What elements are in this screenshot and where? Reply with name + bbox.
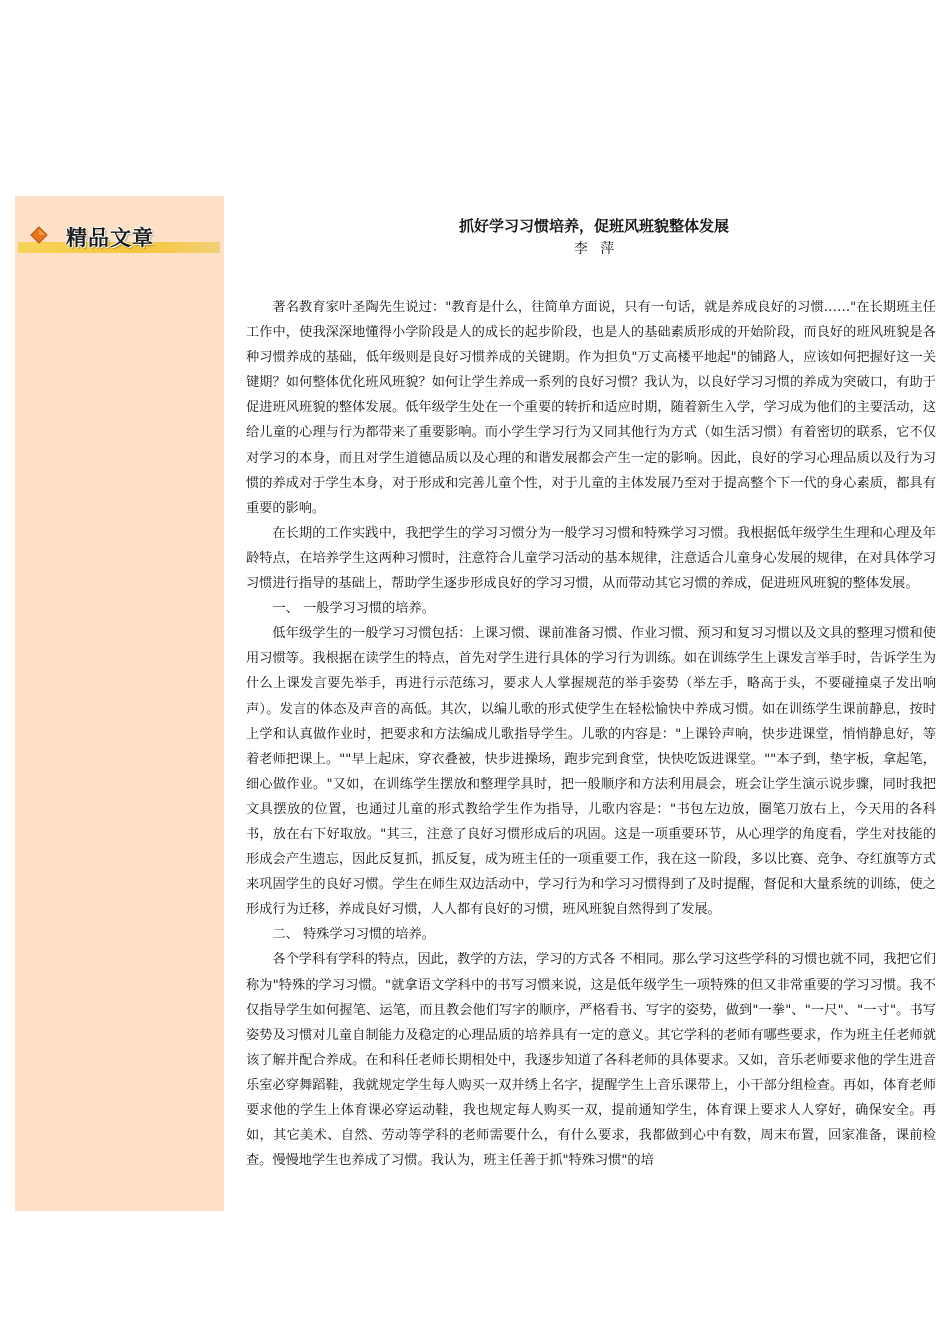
article-paragraph-2: 在长期的工作实践中，我把学生的学习习惯分为一般学习习惯和特殊学习习惯。我根据低年级学生生理和心理及年龄特点，在培养学生这两种习惯时，注意符合儿童学习活动的基本规律，注意适合儿童身心发展的规律，在对具体学习习惯进行指导的基础上，帮助学生逐步形成良好的学习习惯，从而带动其它习惯的养成，促进班风班貌的整体发展。 (246, 525, 936, 592)
article-paragraph-3: 低年级学生的一般学习习惯包括：上课习惯、课前准备习惯、作业习惯、预习和复习习惯以及文具的整理习惯和使用习惯等。我根据在读学生的特点，首先对学生进行具体的学习行为训练。如在训练学生上课发言举手时，告诉学生为什么上课发言要先举手，再进行示范练习，要求人人掌握规范的举手姿势（举左手，略高于头，不要碰撞桌子发出响声）。发言的体态及声音的高低。其次，以编儿歌的形式使学生在轻松愉快中养成习惯。如在训练学生课前静息，按时上学和认真做作业时，把要求和方法编成儿歌指导学生。儿歌的内容是："上课铃声响，快步进课堂，悄悄静息好，等着老师把课上。""早上起床，穿衣叠被，快步进操场，跑步完到食堂，快快吃饭进课堂。""本子到，垫字板，拿起笔，细心做作业。"又如，在训练学生摆放和整理学具时，把一般顺序和方法利用晨会，班会让学生演示说步骤，同时我把文具摆放的位置，也通过儿童的形式教给学生作为指导，儿歌内容是："书包左边放，圈笔刀放右上，今天用的各科书，放在右下好取放。"其三，注意了良好习惯形成后的巩固。这是一项重要环节，从心理学的角度看，学生对技能的形成会产生遗忘，因此反复抓，抓反复，成为班主任的一项重要工作，我在这一阶段，多以比赛、竞争、夺红旗等方式来巩固学生的良好习惯。学生在师生双边活动中，学习行为和学习习惯得到了及时提醒，督促和大量系统的训练，使之形成行为迁移，养成良好习惯，人人都有良好的习惯，班风班貌自然得到了发展。 (246, 626, 936, 918)
section-heading-special-habits: 二、 特殊学习习惯的培养。 (272, 927, 435, 943)
section-heading-general-habits: 一、 一般学习习惯的培养。 (272, 601, 435, 617)
article (246, 214, 936, 1173)
orange-diamond-icon (30, 226, 48, 244)
article-paragraph-1: 著名教育家叶圣陶先生说过："教育是什么，往简单方面说，只有一句话，就是养成良好的习惯……"在长期班主任工作中，使我深深地懂得小学阶段是人的成长的起步阶段，也是人的基础素质形成的开始阶段，而良好的班风班貌是各种习惯养成的基础，低年级则是良好习惯养成的关键期。作为担负"万丈高楼平地起"的铺路人，应该如何把握好这一关键期？如何整体优化班风班貌？如何让学生养成一系列的良好习惯？我认为，以良好学习习惯的养成为突破口，有助于促进班风班貌的整体发展。低年级学生处在一个重要的转折和适应时期，随着新生入学，学习成为他们的主要活动，这给儿童的心理与行为都带来了重要影响。而小学生学习行为又同其他行为方式（如生活习惯）有着密切的联系，它不仅对学习的本身，而且对学生道德品质以及心理的和谐发展都会产生一定的影响。因此，良好的学习心理品质以及行为习惯的养成对于学生本身，对于形成和完善儿童个性，对于儿童的主体发展乃至对于提高整个下一代的身心素质，都具有重要的影响。 (246, 300, 936, 516)
article-author: 李 萍 (573, 241, 619, 257)
article-paragraph-4: 各个学科有学科的特点，因此，教学的方法，学习的方式各 不相同。那么学习这些学科的习惯也就不同，我把它们称为"特殊的学习习惯。"就拿语文学科中的书写习惯来说，这是低年级学生一项特殊的但又非常重要的学习习惯。我不仅指导学生如何握笔、运笔，而且教会他们写字的顺序，严格看书、写字的姿势，做到"一拳"、"一尺"、"一寸"。书写姿势及习惯对儿童自制能力及稳定的心理品质的培养具有一定的意义。其它学科的老师有哪些要求，作为班主任老师就该了解并配合养成。在和科任老师长期相处中，我逐步知道了各科老师的具体要求。又如，音乐老师要求他的学生进音乐室必穿舞蹈鞋，我就规定学生每人购买一双并绣上名字，提醒学生上音乐课带上，小干部分组检查。再如，体育老师要求他的学生上体育课必穿运动鞋，我也规定每人购买一双，提前通知学生，体育课上要求人人穿好，确保安全。再如，其它美术、自然、劳动等学科的老师需要什么，有什么要求，我都做到心中有数，周末布置，回家准备，课前检查。慢慢地学生也养成了习惯。我认为，班主任善于抓"特殊习惯"的培 (246, 952, 936, 1169)
section-badge-label: 精品文章 (66, 226, 154, 250)
section-badge (18, 218, 220, 254)
article-title: 抓好学习习惯培养，促班风班貌整体发展 (458, 217, 729, 235)
sidebar-panel (15, 196, 224, 1211)
